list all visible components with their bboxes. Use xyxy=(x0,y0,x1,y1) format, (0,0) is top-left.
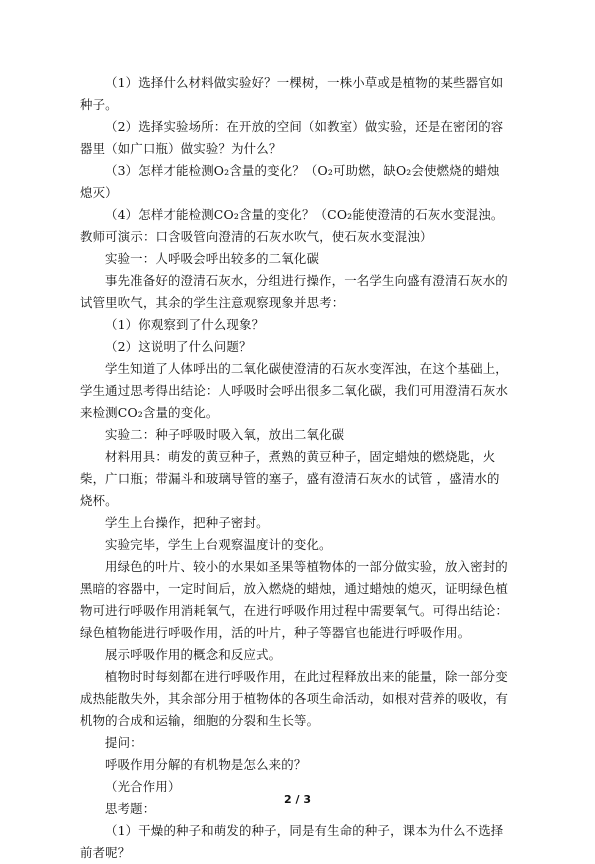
paragraph: 提问： xyxy=(105,735,143,750)
paragraph: 事先准备好的澄清石灰水，分组进行操作，一名学生向盛有澄清石灰水的试管里吹气，其余的学生注意观察现象并思考： xyxy=(80,273,508,310)
question-item: （1）干燥的种子和萌发的种子，同是有生命的种子，课本为什么不选择前者呢？ xyxy=(80,823,504,860)
paragraph: 呼吸作用分解的有机物是怎么来的？ xyxy=(105,757,307,772)
paragraph: 展示呼吸作用的概念和反应式。 xyxy=(105,647,282,662)
paragraph: 植物时时每刻都在进行呼吸作用，在此过程释放出来的能量，除一部分变成热能散失外，其余部分用于植物体的各项生命活动，如根对营养的吸收，有机物的合成和运输，细胞的分裂和生长等。 xyxy=(80,669,509,728)
question-item: （2）这说明了什么问题？ xyxy=(105,339,252,354)
section-heading: 实验一：人呼吸会呼出较多的二氧化碳 xyxy=(105,251,320,266)
paragraph: （3）怎样才能检测O₂含量的变化？（O₂可助燃，缺O₂会使燃烧的蜡烛熄灭） xyxy=(80,163,500,200)
paragraph: 实验完毕，学生上台观察温度计的变化。 xyxy=(105,537,332,552)
paragraph: （4）怎样才能检测CO₂含量的变化？（CO₂能使澄清的石灰水变混浊。教师可演示：口含吸管向澄清的石灰水吹气，使石灰水变混浊） xyxy=(80,207,504,244)
paragraph: （光合作用） xyxy=(105,779,181,794)
paragraph: 思考题： xyxy=(105,801,156,816)
question-item: （1）你观察到了什么现象？ xyxy=(105,317,265,332)
paragraph: 用绿色的叶片、较小的水果如圣果等植物体的一部分做实验，放入密封的黑暗的容器中，一定时间后，放入燃烧的蜡烛，通过蜡烛的熄灭，证明绿色植物可进行呼吸作用消耗氧气，在进行呼吸作用过程中需要氧气。可得出结论：绿色植物能进行呼吸作用，活的叶片，种子等器官也能进行呼吸作用。 xyxy=(80,559,509,640)
paragraph: （2）选择实验场所：在开放的空间（如教室）做实验，还是在密闭的容器里（如广口瓶）做实验？为什么？ xyxy=(80,119,504,156)
section-heading: 实验二：种子呼吸时吸入氧，放出二氧化碳 xyxy=(105,427,345,442)
document-body xyxy=(80,72,512,864)
paragraph: 学生上台操作，把种子密封。 xyxy=(105,515,269,530)
paragraph: 材料用具：萌发的黄豆种子，煮熟的黄豆种子，固定蜡烛的燃烧匙，火柴，广口瓶；带漏斗和玻璃导管的塞子，盛有澄清石灰水的试管 ，盛清水的烧杯。 xyxy=(80,449,500,508)
paragraph: 学生知道了人体呼出的二氧化碳使澄清的石灰水变浑浊，在这个基础上，学生通过思考得出结论：人呼吸时会呼出很多二氧化碳，我们可用澄清石灰水来检测CO₂含量的变化。 xyxy=(80,361,509,420)
page-number: 2 / 3 xyxy=(284,793,311,806)
paragraph: （1）选择什么材料做实验好？一棵树，一株小草或是植物的某些器官如种子。 xyxy=(80,75,504,112)
